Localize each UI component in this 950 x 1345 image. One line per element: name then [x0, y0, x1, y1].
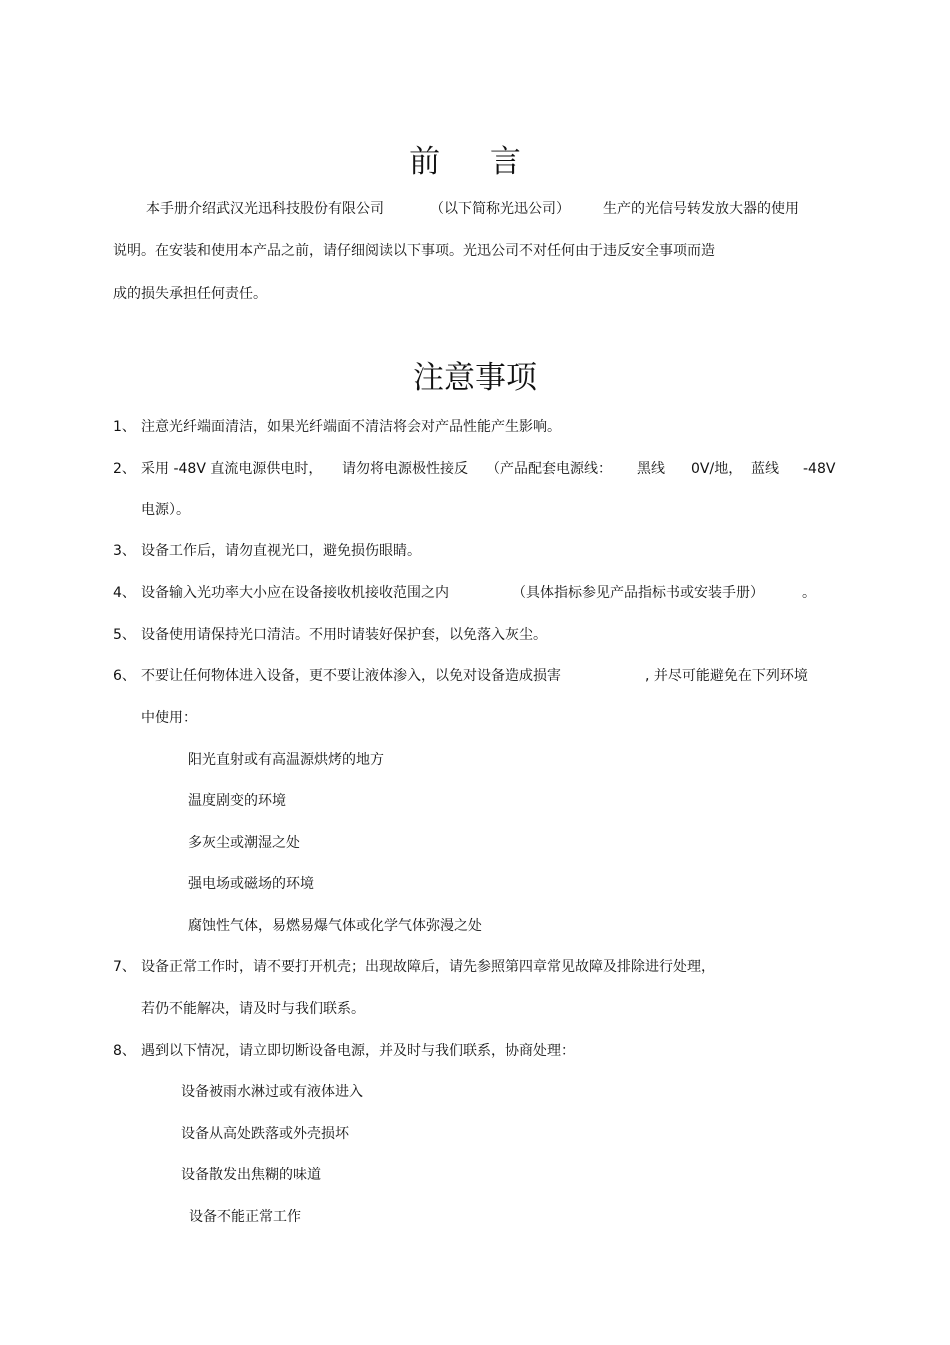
item-number: 6、 [113, 668, 136, 684]
preface-line-3: 成的损失承担任何责任。 [113, 286, 267, 302]
item-text: 黑线 [637, 461, 665, 477]
item-text: 设备工作后，请勿直视光口，避免损伤眼睛。 [141, 543, 421, 559]
item-text: 设备输入光功率大小应在设备接收机接收范围之内 [141, 585, 449, 601]
item-text: 请勿将电源极性接反 [342, 461, 468, 477]
item-number: 4、 [113, 585, 136, 601]
item-number: 5、 [113, 627, 136, 643]
item-text: -48V [803, 461, 836, 477]
item-text: （具体指标参见产品指标书或安装手册） [512, 585, 764, 601]
sub-item: 温度剧变的环境 [188, 793, 286, 809]
sub-item: 腐蚀性气体，易燃易爆气体或化学气体弥漫之处 [188, 918, 482, 934]
preface-title: 前 言 [409, 144, 541, 180]
sub-item: 多灰尘或潮湿之处 [188, 835, 300, 851]
item-text: 若仍不能解决，请及时与我们联系。 [141, 1001, 365, 1017]
item-text: （产品配套电源线： [486, 461, 612, 477]
item-number: 8、 [113, 1043, 136, 1059]
item-text: 注意光纤端面清洁，如果光纤端面不清洁将会对产品性能产生影响。 [141, 419, 561, 435]
item-text: 不要让任何物体进入设备，更不要让液体渗入，以免对设备造成损害 [141, 668, 561, 684]
preface-line-1b: （以下简称光迅公司） [430, 201, 570, 217]
notes-title: 注意事项 [413, 360, 537, 396]
preface-line-2: 说明。在安装和使用本产品之前，请仔细阅读以下事项。光迅公司不对任何由于违反安全事项而造 [113, 243, 715, 259]
item-text: 中使用： [141, 710, 197, 726]
item-text: 遇到以下情况，请立即切断设备电源，并及时与我们联系，协商处理： [141, 1043, 575, 1059]
item-text: 电源）。 [141, 502, 190, 518]
item-text: 蓝线 [751, 461, 779, 477]
item-text: 设备使用请保持光口清洁。不用时请装好保护套，以免落入灰尘。 [141, 627, 547, 643]
item-text: 。 [802, 585, 816, 601]
item-text: 设备正常工作时，请不要打开机壳；出现故障后，请先参照第四章常见故障及排除进行处理， [141, 959, 715, 975]
sub-item: 设备散发出焦糊的味道 [181, 1167, 321, 1183]
sub-item: 设备被雨水淋过或有液体进入 [181, 1084, 363, 1100]
item-text: 采用 -48V 直流电源供电时， [141, 461, 323, 477]
item-number: 1、 [113, 419, 136, 435]
item-number: 2、 [113, 461, 136, 477]
sub-item: 强电场或磁场的环境 [188, 876, 314, 892]
item-text: , 并尽可能避免在下列环境 [645, 668, 808, 684]
sub-item: 设备从高处跌落或外壳损坏 [181, 1126, 349, 1142]
item-text: 0V/地， [691, 461, 743, 477]
item-number: 3、 [113, 543, 136, 559]
item-number: 7、 [113, 959, 136, 975]
preface-line-1a: 本手册介绍武汉光迅科技股份有限公司 [146, 201, 384, 217]
sub-item: 阳光直射或有高温源烘烤的地方 [188, 752, 384, 768]
preface-line-1c: 生产的光信号转发放大器的使用 [603, 201, 799, 217]
sub-item: 设备不能正常工作 [189, 1209, 301, 1225]
